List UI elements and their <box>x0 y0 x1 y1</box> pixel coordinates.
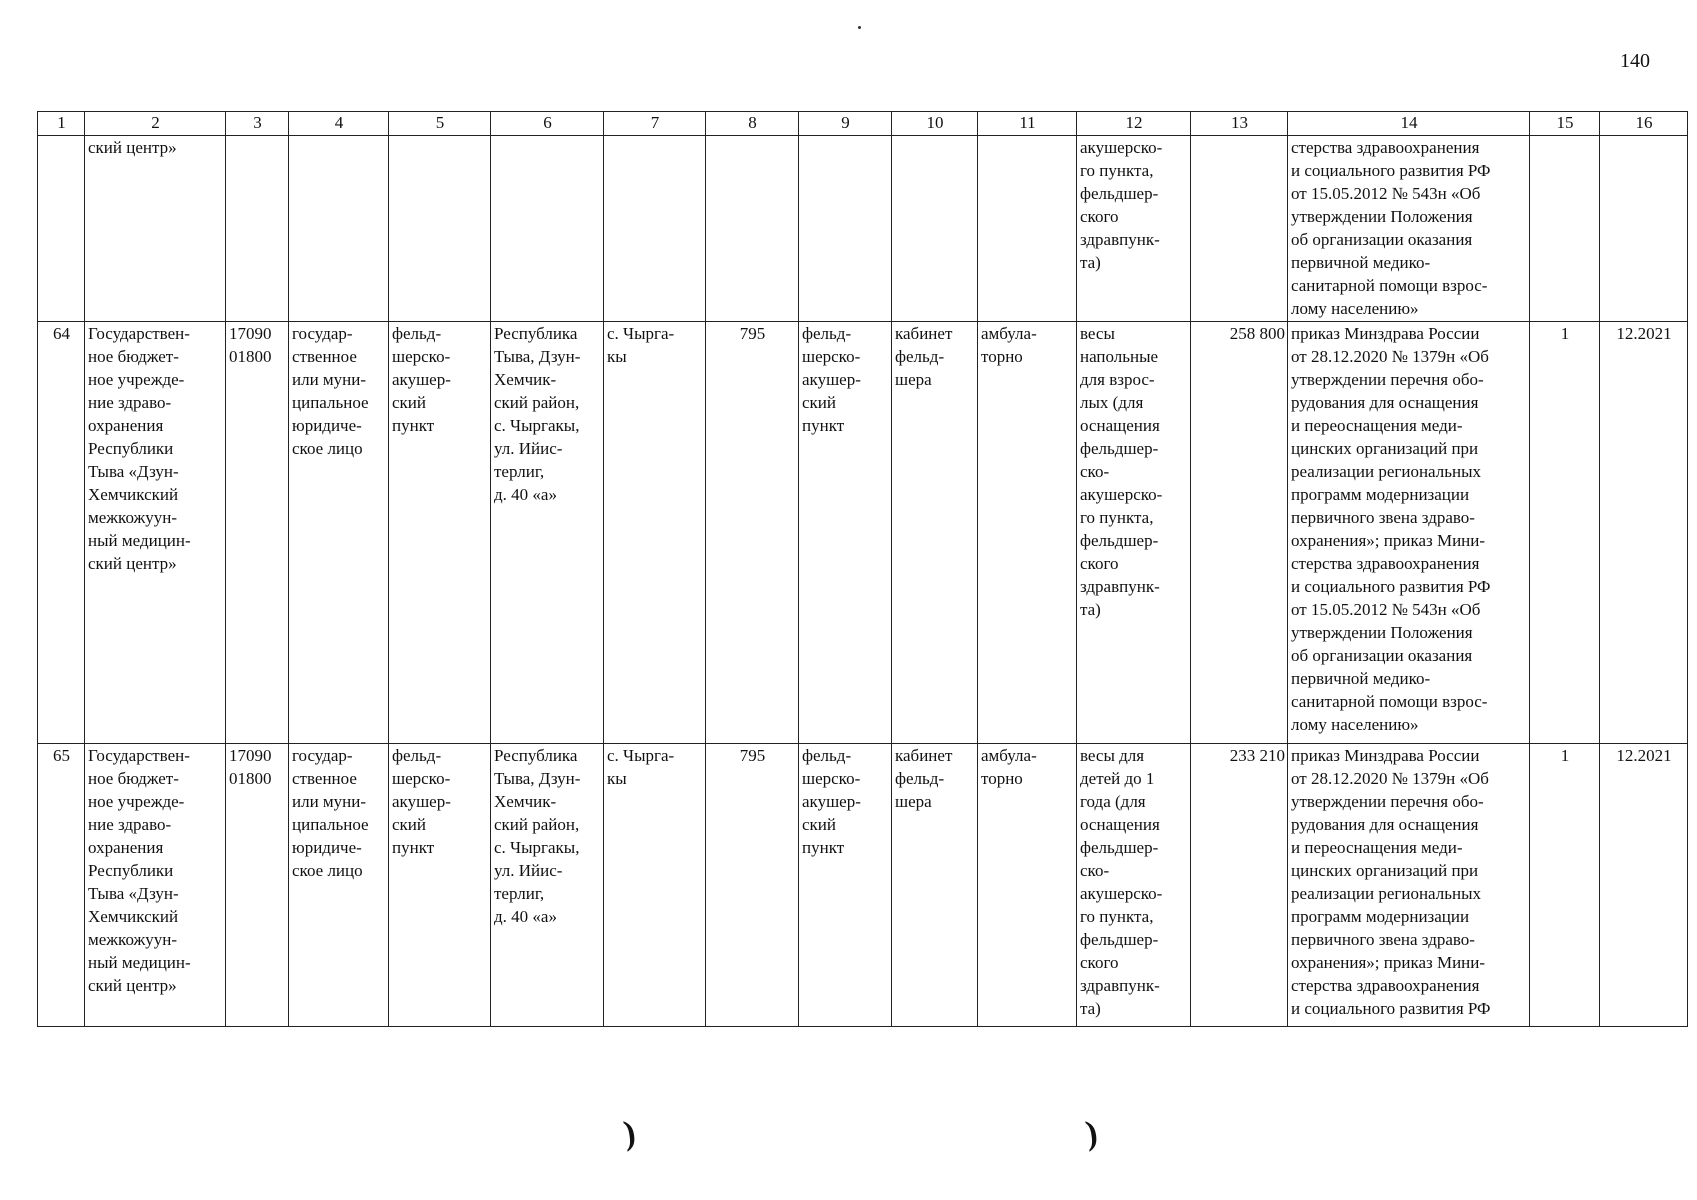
cell-cost: 258 800 <box>1191 322 1288 744</box>
margin-mark: ) <box>1083 1114 1100 1153</box>
cell-care-mode: амбула- торно <box>978 744 1077 1027</box>
cell-room: кабинет фельд- шера <box>892 322 978 744</box>
cell-address <box>491 136 604 322</box>
cell-unit-type <box>389 136 491 322</box>
col-header: 16 <box>1600 112 1688 136</box>
cell-regulation: стерства здравоохранения и социального развития РФ от 15.05.2012 № 543н «Об утверждении Положения об организации оказания первичной медико- санитарной помощи взрос- лому населению» <box>1288 136 1530 322</box>
cell-care-mode: амбула- торно <box>978 322 1077 744</box>
table-row <box>38 744 1688 1027</box>
cell-number: 65 <box>38 744 85 1027</box>
cell-equipment: акушерско- го пункта, фельдшер- ского здравпунк- та) <box>1077 136 1191 322</box>
cell-locality <box>604 136 706 322</box>
col-header: 10 <box>892 112 978 136</box>
cell-date <box>1600 136 1688 322</box>
cell-population: 795 <box>706 744 799 1027</box>
cell-equipment: весы напольные для взрос- лых (для оснащения фельдшер- ско- акушерско- го пункта, фельдшер- ского здравпунк- та) <box>1077 322 1191 744</box>
cell-number <box>38 136 85 322</box>
col-header: 6 <box>491 112 604 136</box>
cell-code <box>226 136 289 322</box>
cell-regulation: приказ Минздрава России от 28.12.2020 № 1379н «Об утверждении перечня обо- рудования для оснащения и переоснащения меди- цинских организаций при реализации региональных программ модернизации первичного звена здраво- охранения»; приказ Мини- стерства здравоохранения и социального развития РФ от 15.05.2012 № 543н «Об утверждении Положения об организации оказания первичной медико- санитарной помощи взрос- лому населению» <box>1288 322 1530 744</box>
scan-speck <box>858 26 861 29</box>
cell-population <box>706 136 799 322</box>
cell-quantity: 1 <box>1530 322 1600 744</box>
cell-legal-form <box>289 136 389 322</box>
cell-facility: фельд- шерско- акушер- ский пункт <box>799 322 892 744</box>
cell-unit-type: фельд- шерско- акушер- ский пункт <box>389 322 491 744</box>
cell-regulation: приказ Минздрава России от 28.12.2020 № 1379н «Об утверждении перечня обо- рудования для оснащения и переоснащения меди- цинских организаций при реализации региональных программ модернизации первичного звена здраво- охранения»; приказ Мини- стерства здравоохранения и социального развития РФ <box>1288 744 1530 1027</box>
table-row <box>38 322 1688 744</box>
cell-date: 12.2021 <box>1600 322 1688 744</box>
col-header: 7 <box>604 112 706 136</box>
cell-cost <box>1191 136 1288 322</box>
table-row <box>38 136 1688 322</box>
col-header: 11 <box>978 112 1077 136</box>
cell-organization: Государствен- ное бюджет- ное учрежде- ние здраво- охранения Республики Тыва «Дзун- Хемчикский межкожуун- ный медицин- ский центр» <box>85 744 226 1027</box>
cell-unit-type: фельд- шерско- акушер- ский пункт <box>389 744 491 1027</box>
col-header: 13 <box>1191 112 1288 136</box>
col-header: 14 <box>1288 112 1530 136</box>
cell-organization: ский центр» <box>85 136 226 322</box>
cell-population: 795 <box>706 322 799 744</box>
cell-facility <box>799 136 892 322</box>
cell-facility: фельд- шерско- акушер- ский пункт <box>799 744 892 1027</box>
cell-cost: 233 210 <box>1191 744 1288 1027</box>
col-header: 1 <box>38 112 85 136</box>
cell-legal-form: государ- ственное или муни- ципальное юридиче- ское лицо <box>289 744 389 1027</box>
col-header: 8 <box>706 112 799 136</box>
margin-mark: ) <box>621 1114 638 1153</box>
cell-date: 12.2021 <box>1600 744 1688 1027</box>
cell-address: Республика Тыва, Дзун- Хемчик- ский район, с. Чыргакы, ул. Ийис- терлиг, д. 40 «а» <box>491 744 604 1027</box>
cell-code: 17090 01800 <box>226 322 289 744</box>
col-header: 12 <box>1077 112 1191 136</box>
cell-organization: Государствен- ное бюджет- ное учрежде- ние здраво- охранения Республики Тыва «Дзун- Хемчикский межкожуун- ный медицин- ский центр» <box>85 322 226 744</box>
cell-locality: с. Чырга- кы <box>604 744 706 1027</box>
cell-address: Республика Тыва, Дзун- Хемчик- ский район, с. Чыргакы, ул. Ийис- терлиг, д. 40 «а» <box>491 322 604 744</box>
col-header: 15 <box>1530 112 1600 136</box>
cell-room <box>892 136 978 322</box>
col-header: 5 <box>389 112 491 136</box>
cell-legal-form: государ- ственное или муни- ципальное юридиче- ское лицо <box>289 322 389 744</box>
column-number-row <box>38 112 1688 136</box>
col-header: 3 <box>226 112 289 136</box>
cell-care-mode <box>978 136 1077 322</box>
cell-locality: с. Чырга- кы <box>604 322 706 744</box>
col-header: 4 <box>289 112 389 136</box>
page-number: 140 <box>1620 50 1650 72</box>
cell-quantity: 1 <box>1530 744 1600 1027</box>
cell-room: кабинет фельд- шера <box>892 744 978 1027</box>
cell-equipment: весы для детей до 1 года (для оснащения фельдшер- ско- акушерско- го пункта, фельдшер- ского здравпунк- та) <box>1077 744 1191 1027</box>
cell-quantity <box>1530 136 1600 322</box>
cell-number: 64 <box>38 322 85 744</box>
cell-code: 17090 01800 <box>226 744 289 1027</box>
col-header: 2 <box>85 112 226 136</box>
col-header: 9 <box>799 112 892 136</box>
equipment-table <box>37 111 1688 1027</box>
